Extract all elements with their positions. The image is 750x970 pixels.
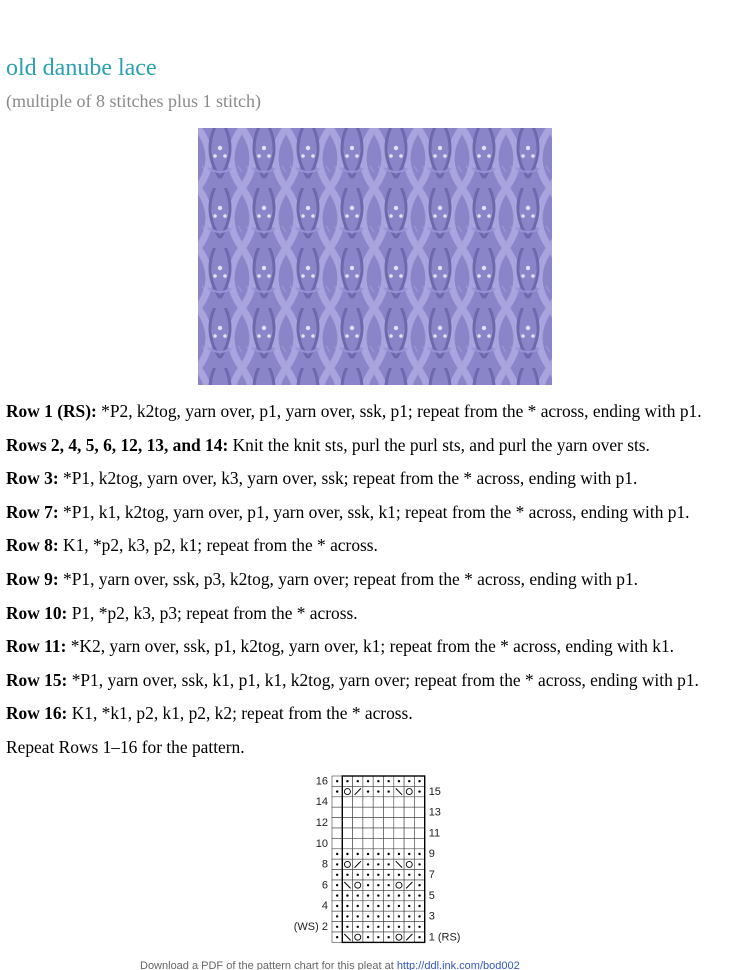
purl-symbol xyxy=(336,926,338,928)
purl-symbol xyxy=(336,874,338,876)
purl-symbol xyxy=(367,884,369,886)
row-text: K1, *p2, k3, p2, k1; repeat from the * across. xyxy=(58,535,378,556)
purl-symbol xyxy=(418,863,420,865)
purl-symbol xyxy=(377,863,379,865)
chart-cell xyxy=(353,880,363,890)
chart-row-number-left: 10 xyxy=(315,837,328,850)
purl-symbol xyxy=(336,884,338,886)
row-label: Row 10: xyxy=(6,602,68,623)
purl-symbol xyxy=(367,926,369,928)
purl-symbol xyxy=(377,894,379,896)
chart-row-number-left: (WS) 2 xyxy=(293,921,328,933)
chart-cell xyxy=(342,786,352,796)
chart-cell xyxy=(353,818,363,828)
row-label: Row 9: xyxy=(6,568,59,589)
chart-row-number-left: 8 xyxy=(321,858,328,871)
chart-cell xyxy=(332,818,342,828)
row-label: Row 11: xyxy=(6,636,67,657)
chart-cell xyxy=(363,818,373,828)
chart-row-number-left: 12 xyxy=(315,817,328,829)
instruction-row xyxy=(6,670,746,704)
purl-symbol xyxy=(367,874,369,876)
purl-symbol xyxy=(387,853,389,855)
chart-row-number-right: 15 xyxy=(428,785,441,798)
purl-symbol xyxy=(346,926,348,928)
footer-note xyxy=(140,958,620,970)
purl-symbol xyxy=(398,874,400,876)
purl-symbol xyxy=(418,926,420,928)
purl-symbol xyxy=(398,915,400,917)
purl-symbol xyxy=(387,915,389,917)
purl-symbol xyxy=(408,926,410,928)
row-text: Repeat Rows 1–16 for the pattern. xyxy=(6,736,245,757)
purl-symbol xyxy=(387,905,389,907)
purl-symbol xyxy=(367,780,369,782)
chart-cell xyxy=(394,828,404,838)
purl-symbol xyxy=(418,894,420,896)
chart-cell xyxy=(342,838,352,848)
purl-symbol xyxy=(367,905,369,907)
chart-cell xyxy=(414,807,424,817)
chart-row-number-right: 7 xyxy=(428,869,435,881)
page-title: old danube lace xyxy=(6,55,157,81)
purl-symbol xyxy=(357,894,359,896)
chart-cell xyxy=(394,880,404,890)
chart-cell xyxy=(363,807,373,817)
purl-symbol xyxy=(387,894,389,896)
purl-symbol xyxy=(418,884,420,886)
row-label: Rows 2, 4, 5, 6, 12, 13, and 14: xyxy=(6,434,229,455)
instruction-row xyxy=(6,502,746,536)
chart-cell xyxy=(332,838,342,848)
chart-cell xyxy=(414,828,424,838)
chart-cell xyxy=(384,807,394,817)
chart-cell xyxy=(394,807,404,817)
chart-cell xyxy=(373,818,383,828)
purl-symbol xyxy=(357,780,359,782)
instruction-row xyxy=(6,603,746,637)
chart-cell xyxy=(384,838,394,848)
purl-symbol xyxy=(418,874,420,876)
purl-symbol xyxy=(418,915,420,917)
chart-cell xyxy=(342,797,352,807)
purl-symbol xyxy=(418,905,420,907)
purl-symbol xyxy=(418,780,420,782)
chart-cell xyxy=(373,828,383,838)
footer-link[interactable]: http://ddl.ink.com/bod002 xyxy=(396,960,520,970)
row-text: Knit the knit sts, purl the purl sts, and purl the yarn over sts. xyxy=(228,434,650,455)
row-text: *P1, k1, k2tog, yarn over, p1, yarn over, ssk, k1; repeat from the * across, ending with p1. xyxy=(58,501,690,522)
chart-cell xyxy=(404,797,414,807)
instruction-row xyxy=(6,569,746,603)
stitch-chart xyxy=(280,770,480,948)
chart-row-number-right: 3 xyxy=(428,910,435,923)
purl-symbol xyxy=(357,926,359,928)
purl-symbol xyxy=(346,915,348,917)
chart-cell xyxy=(394,797,404,807)
chart-cell xyxy=(353,828,363,838)
chart-cell xyxy=(373,797,383,807)
chart-row-number-right: 11 xyxy=(428,827,441,840)
instruction-row xyxy=(6,468,746,502)
purl-symbol xyxy=(336,915,338,917)
chart-cell xyxy=(414,797,424,807)
chart-cell xyxy=(414,818,424,828)
purl-symbol xyxy=(367,894,369,896)
row-label: Row 1 (RS): xyxy=(6,401,97,421)
purl-symbol xyxy=(346,780,348,782)
purl-symbol xyxy=(418,936,420,938)
chart-cell xyxy=(353,807,363,817)
chart-cell xyxy=(404,828,414,838)
purl-symbol xyxy=(377,853,379,855)
chart-row-number-right: 1 (RS) xyxy=(428,931,461,944)
chart-cell xyxy=(342,859,352,869)
row-text: *K2, yarn over, ssk, p1, k2tog, yarn over, k1; repeat from the * across, ending with k1. xyxy=(66,636,675,657)
instruction-row xyxy=(6,636,746,670)
purl-symbol xyxy=(387,926,389,928)
purl-symbol xyxy=(357,915,359,917)
purl-symbol xyxy=(387,936,389,938)
purl-symbol xyxy=(336,894,338,896)
chart-cell xyxy=(363,797,373,807)
purl-symbol xyxy=(357,905,359,907)
chart-cell xyxy=(373,838,383,848)
purl-symbol xyxy=(336,863,338,865)
purl-symbol xyxy=(367,853,369,855)
instructions xyxy=(6,401,746,771)
chart-cell xyxy=(384,828,394,838)
purl-symbol xyxy=(398,780,400,782)
row-label: Row 3: xyxy=(6,468,59,489)
purl-symbol xyxy=(336,790,338,792)
purl-symbol xyxy=(387,780,389,782)
purl-symbol xyxy=(377,905,379,907)
purl-symbol xyxy=(387,874,389,876)
chart-cell xyxy=(373,807,383,817)
chart-cell xyxy=(394,818,404,828)
chart-cell xyxy=(353,838,363,848)
purl-symbol xyxy=(367,790,369,792)
chart-cell xyxy=(363,838,373,848)
instruction-row-repeat xyxy=(6,737,746,771)
chart-cell xyxy=(384,797,394,807)
purl-symbol xyxy=(377,926,379,928)
chart-row-number-left: 16 xyxy=(315,775,328,788)
purl-symbol xyxy=(398,894,400,896)
chart-cell xyxy=(353,797,363,807)
purl-symbol xyxy=(367,863,369,865)
chart-row-number-right: 9 xyxy=(428,848,435,861)
chart-cell xyxy=(363,828,373,838)
footer-text: Download a PDF of the pattern chart for this pleat at xyxy=(140,960,397,970)
row-text: *P1, yarn over, ssk, k1, p1, k1, k2tog, yarn over; repeat from the * across, ending with p1. xyxy=(67,669,699,690)
purl-symbol xyxy=(377,790,379,792)
purl-symbol xyxy=(377,915,379,917)
chart-cell xyxy=(414,838,424,848)
purl-symbol xyxy=(346,905,348,907)
purl-symbol xyxy=(346,894,348,896)
row-text: *P2, k2tog, yarn over, p1, yarn over, ssk, p1; repeat from the * across, ending with p1. xyxy=(96,401,702,421)
purl-symbol xyxy=(367,915,369,917)
purl-symbol xyxy=(387,863,389,865)
chart-row-number-right: 5 xyxy=(428,889,435,902)
lace-swatch-photo xyxy=(198,128,552,385)
instruction-row xyxy=(6,535,746,569)
purl-symbol xyxy=(387,790,389,792)
row-label: Row 8: xyxy=(6,535,59,556)
purl-symbol xyxy=(398,853,400,855)
purl-symbol xyxy=(408,780,410,782)
chart-cell xyxy=(332,828,342,838)
chart-cell xyxy=(394,838,404,848)
chart-row-number-right: 13 xyxy=(428,806,441,819)
purl-symbol xyxy=(418,790,420,792)
purl-symbol xyxy=(336,853,338,855)
purl-symbol xyxy=(408,894,410,896)
chart-cell xyxy=(404,838,414,848)
purl-symbol xyxy=(377,874,379,876)
purl-symbol xyxy=(357,874,359,876)
row-text: *P1, yarn over, ssk, p3, k2tog, yarn over; repeat from the * across, ending with p1. xyxy=(58,568,639,589)
chart-cell xyxy=(404,818,414,828)
chart-cell xyxy=(394,932,404,942)
purl-symbol xyxy=(408,874,410,876)
purl-symbol xyxy=(346,874,348,876)
purl-symbol xyxy=(336,905,338,907)
chart-cell xyxy=(342,807,352,817)
instruction-row xyxy=(6,703,746,737)
chart-cell xyxy=(384,818,394,828)
chart-cell xyxy=(342,828,352,838)
purl-symbol xyxy=(357,853,359,855)
purl-symbol xyxy=(377,936,379,938)
row-text: *P1, k2tog, yarn over, k3, yarn over, ssk; repeat from the * across, ending with p1. xyxy=(58,468,638,489)
purl-symbol xyxy=(408,905,410,907)
purl-symbol xyxy=(367,936,369,938)
purl-symbol xyxy=(387,884,389,886)
row-label: Row 15: xyxy=(6,669,68,690)
purl-symbol xyxy=(377,780,379,782)
chart-cell xyxy=(332,797,342,807)
purl-symbol xyxy=(377,884,379,886)
purl-symbol xyxy=(418,853,420,855)
chart-row-number-left: 4 xyxy=(321,900,328,913)
chart-row-number-left: 6 xyxy=(321,879,328,892)
row-text: K1, *k1, p2, k1, p2, k2; repeat from the * across. xyxy=(67,703,413,724)
purl-symbol xyxy=(346,853,348,855)
chart-cell xyxy=(332,807,342,817)
chart-cell xyxy=(342,818,352,828)
purl-symbol xyxy=(398,926,400,928)
page-subtitle: (multiple of 8 stitches plus 1 stitch) xyxy=(6,91,261,111)
purl-symbol xyxy=(408,915,410,917)
purl-symbol xyxy=(398,905,400,907)
row-label: Row 7: xyxy=(6,501,59,522)
chart-row-number-left: 14 xyxy=(315,796,328,809)
row-label: Row 16: xyxy=(6,703,68,724)
purl-symbol xyxy=(336,780,338,782)
purl-symbol xyxy=(408,853,410,855)
purl-symbol xyxy=(336,936,338,938)
instruction-row xyxy=(6,401,746,435)
instruction-row xyxy=(6,435,746,469)
chart-cell xyxy=(404,807,414,817)
row-text: P1, *p2, k3, p3; repeat from the * across. xyxy=(67,602,358,623)
chart-cell xyxy=(404,859,414,869)
chart-cell xyxy=(353,932,363,942)
chart-cell xyxy=(404,786,414,796)
